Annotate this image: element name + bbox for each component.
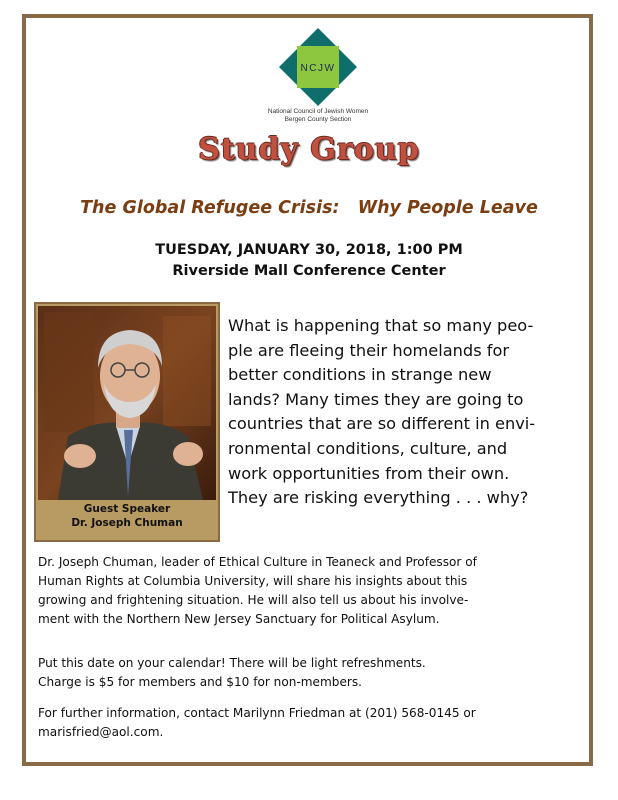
event-description xyxy=(228,314,578,511)
speaker-caption-role: Guest Speaker xyxy=(83,503,171,515)
logo-letters: NCJW xyxy=(300,63,336,74)
page-heading: Study Group xyxy=(198,132,420,167)
description-line: What is happening that so many peo- xyxy=(228,316,534,335)
description-line: ple are fleeing their homelands for xyxy=(228,340,510,360)
description-line: They are risking everything . . . why? xyxy=(228,488,529,508)
logo-section-name: Bergen County Section xyxy=(284,116,352,123)
event-subtitle: The Global Refugee Crisis: Why People Leave xyxy=(80,198,538,218)
speaker-photo xyxy=(38,306,216,500)
contact-line: For further information, contact Marilynn Friedman at (201) 568-0145 or xyxy=(38,706,476,720)
event-location: Riverside Mall Conference Center xyxy=(172,263,446,279)
contact-email: marisfried@aol.com. xyxy=(38,725,164,739)
event-details xyxy=(0,240,618,282)
bio-line: ment with the Northern New Jersey Sanctuary for Political Asylum. xyxy=(38,612,440,626)
logistics-line: Charge is $5 for members and $10 for non-members. xyxy=(38,675,363,689)
bio-line: Dr. Joseph Chuman, leader of Ethical Culture in Teaneck and Professor of xyxy=(38,555,477,569)
event-date: TUESDAY, JANUARY 30, 2018, 1:00 PM xyxy=(155,242,463,258)
ncjw-logo xyxy=(279,28,357,106)
logo-org-name: National Council of Jewish Women xyxy=(267,108,369,115)
logo-caption xyxy=(218,108,418,124)
description-line: lands? Many times they are going to xyxy=(228,389,524,409)
speaker-caption-name: Dr. Joseph Chuman xyxy=(71,517,183,529)
description-line: ronmental conditions, culture, and xyxy=(228,438,508,458)
speaker-bio xyxy=(38,553,583,629)
event-logistics xyxy=(38,654,583,692)
bio-line: growing and frightening situation. He will also tell us about his involve- xyxy=(38,593,469,607)
description-line: countries that are so different in envi- xyxy=(228,414,536,434)
speaker-caption xyxy=(36,502,218,530)
description-line: work opportunities from their own. xyxy=(228,463,510,483)
speaker-portrait xyxy=(38,306,216,500)
bio-line: Human Rights at Columbia University, will share his insights about this xyxy=(38,574,468,588)
description-line: better conditions in strange new xyxy=(228,365,492,385)
speaker-card xyxy=(34,302,220,542)
logistics-line: Put this date on your calendar! There will be light refreshments. xyxy=(38,656,426,670)
contact-info xyxy=(38,704,583,742)
